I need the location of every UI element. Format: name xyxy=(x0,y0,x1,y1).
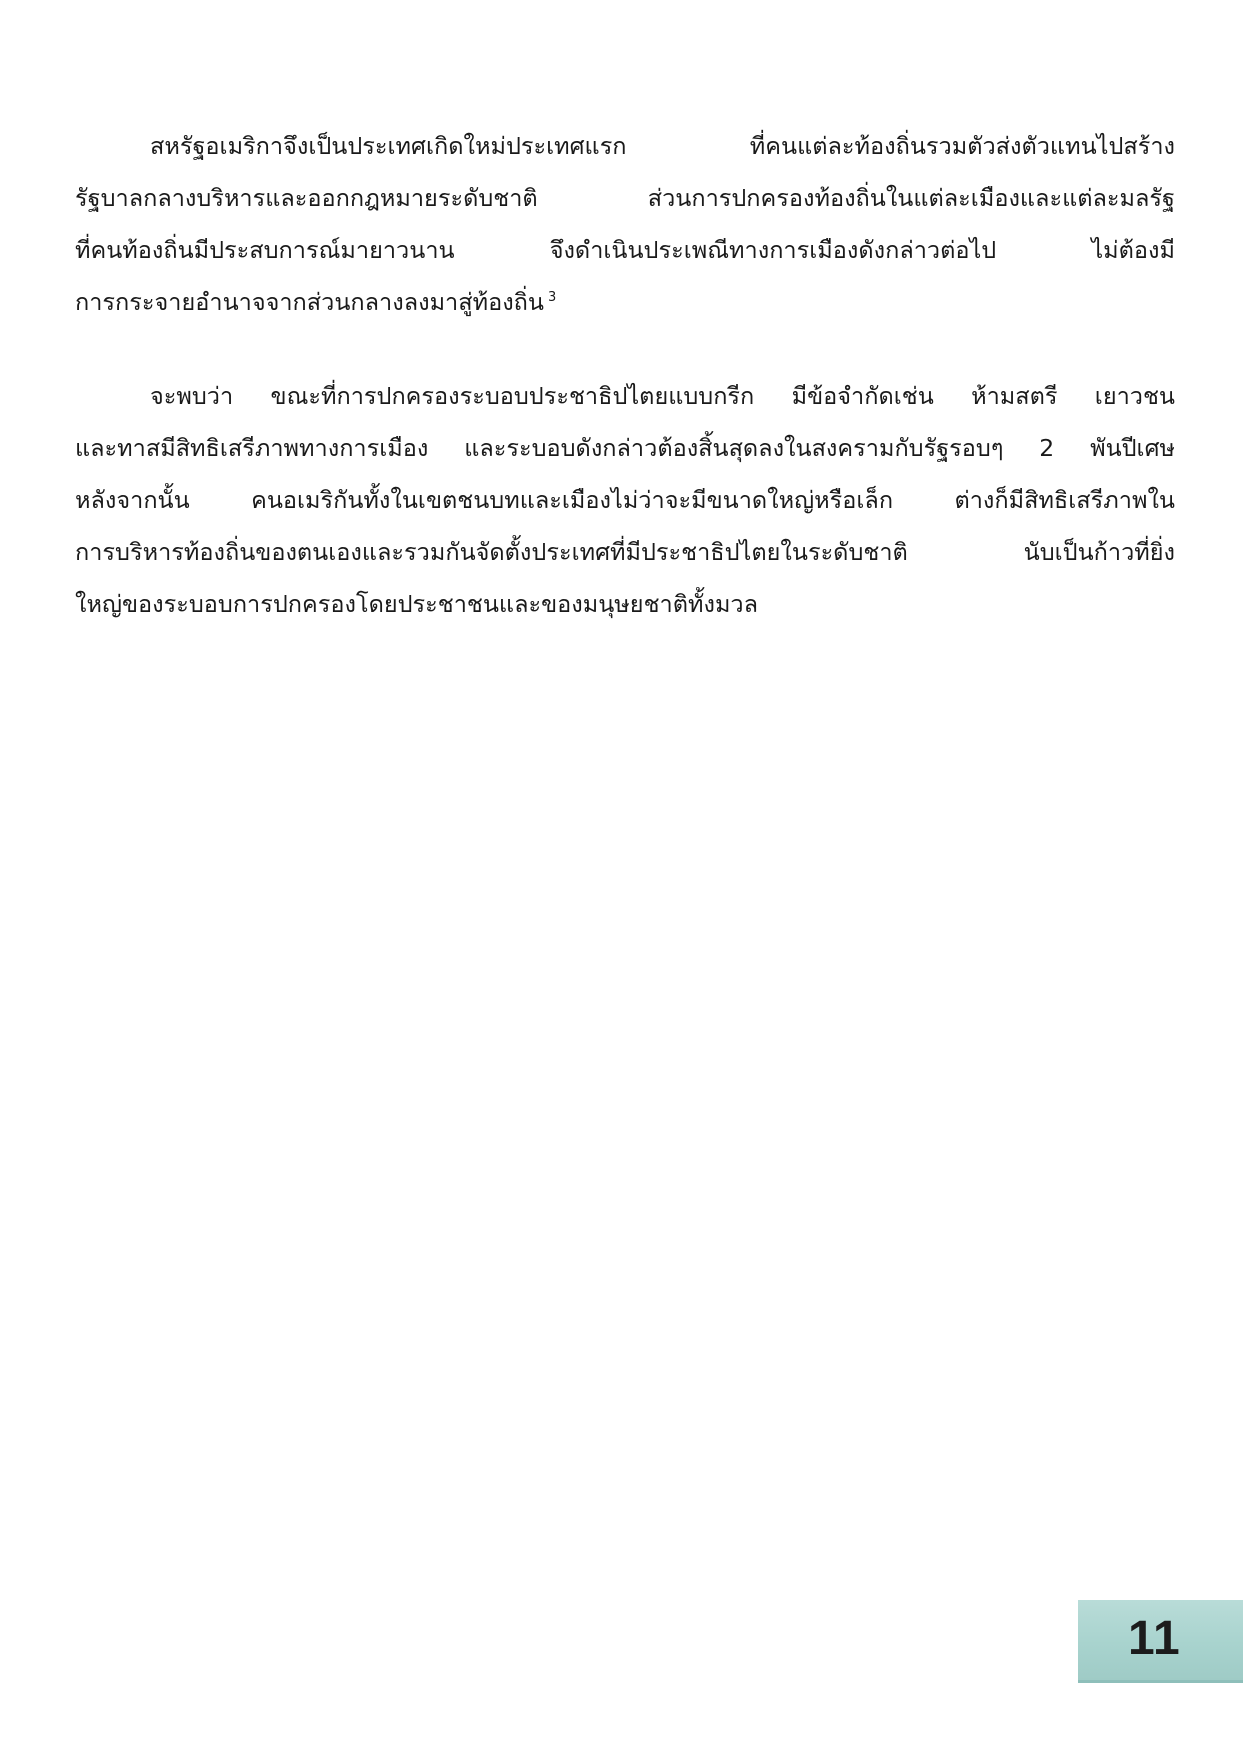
paragraph-line: ใหญ่ของระบอบการปกครองโดยประชาชนและของมนุษยชาติทั้งมวล xyxy=(75,590,759,618)
paragraph-line: หลังจากนั้น คนอเมริกันทั้งในเขตชนบทและเมืองไม่ว่าจะมีขนาดใหญ่หรือเล็ก ต่างก็มีสิทธิเสรีภาพใน xyxy=(75,486,1175,514)
paragraph-line: สหรัฐอเมริกาจึงเป็นประเทศเกิดใหม่ประเทศแรก ที่คนแต่ละท้องถิ่นรวมตัวส่งตัวแทนไปสร้าง xyxy=(150,132,1175,160)
paragraph-2 xyxy=(75,370,1175,630)
paragraph-line: จะพบว่า ขณะที่การปกครองระบอบประชาธิปไตยแบบกรีก มีข้อจำกัดเช่น ห้ามสตรี เยาวชน xyxy=(150,382,1175,410)
paragraph-1 xyxy=(75,120,1175,328)
page-number-tab xyxy=(1078,1600,1243,1683)
footnote-reference: 3 xyxy=(547,290,557,306)
paragraph-line: การบริหารท้องถิ่นของตนเองและรวมกันจัดตั้งประเทศที่มีประชาธิปไตยในระดับชาติ นับเป็นก้าวที่ยิ่ง xyxy=(75,538,1175,566)
paragraph-line: และทาสมีสิทธิเสรีภาพทางการเมือง และระบอบดังกล่าวต้องสิ้นสุดลงในสงครามกับรัฐรอบๆ 2 พันปีเศษ xyxy=(75,434,1175,462)
paragraph-line: รัฐบาลกลางบริหารและออกกฎหมายระดับชาติ ส่วนการปกครองท้องถิ่นในแต่ละเมืองและแต่ละมลรัฐ xyxy=(75,184,1175,212)
paragraph-line-text: การกระจายอำนาจจากส่วนกลางลงมาสู่ท้องถิ่น xyxy=(75,288,544,316)
page-number: 11 xyxy=(1128,1612,1181,1665)
paragraph-line-with-footnote xyxy=(75,276,1175,328)
paragraph-line: ที่คนท้องถิ่นมีประสบการณ์มายาวนาน จึงดำเนินประเพณีทางการเมืองดังกล่าวต่อไป ไม่ต้องมี xyxy=(75,236,1175,264)
